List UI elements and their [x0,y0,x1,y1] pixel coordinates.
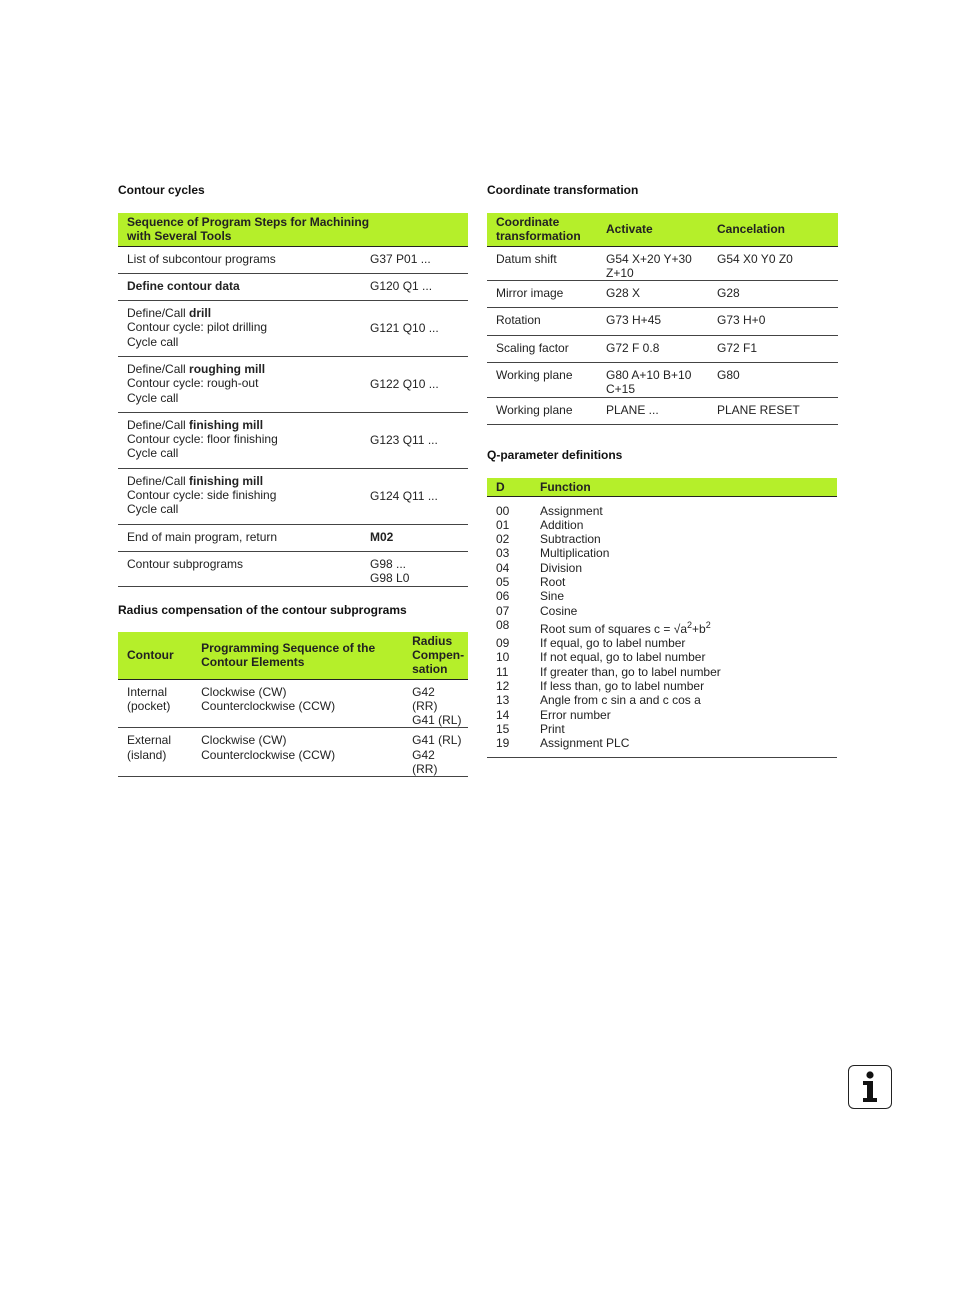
table-row: 12 If less than, go to label number [496,679,705,694]
table-row: Define/Call finishing mill Contour cycle: side finishing Cycle call G124 Q11 ... [118,468,468,524]
table-row: Rotation G73 H+45 G73 H+0 [487,308,838,335]
table-row: 10 If not equal, go to label number [496,650,706,665]
table-row: 09 If equal, go to label number [496,636,686,651]
table-row: Working plane G80 A+10 B+10 C+15 G80 [487,362,838,397]
table-row: Scaling factor G72 F 0.8 G72 F1 [487,335,838,362]
table-row: 07 Cosine [496,603,578,618]
table-row: 06 Sine [496,589,565,604]
table-row: Define/Call drill Contour cycle: pilot drilling Cycle call G121 Q10 ... [118,301,468,357]
table-row: 11 If greater than, go to label number [496,664,721,679]
table-row: 15 Print [496,721,565,736]
q-params-body [487,496,837,757]
table-row: 01 Addition [496,517,584,532]
radius-comp-table: Contour Programming Sequence of the Contour Elements Radius Compen- sation Internal (pocket) Clockwise (CW) Counterclockwise (CCW) G42 (RR) G41 (RL) External (island) Clockwise (CW) Counterclockwise (CCW) G41 (RL) G42 (RR) [118,632,468,777]
table-row: End of main program, return M02 [118,524,468,551]
table-row: Define/Call roughing mill Contour cycle: rough-out Cycle call G122 Q10 ... [118,356,468,412]
table-row: 03 Multiplication [496,546,610,561]
table-row: Mirror image G28 X G28 [487,281,838,308]
contour-cycles-table [118,213,468,587]
coord-trans-table: Coordinate transformation Activate Cancelation Datum shift G54 X+20 Y+30 Z+10 G54 X0 Y0 Z0 Mirror image G28 X G28 Rotation G73 H+45 G73 H+0 Scaling factor G72 F 0.8 G72 F1 Working plane G80 A+10 B+10 C+15 G80 Working plane PLANE ... PLANE RESET [487,213,838,425]
table-row: Internal (pocket) Clockwise (CW) Counterclockwise (CCW) G42 (RR) G41 (RL) [118,679,468,728]
table-row: Define/Call finishing mill Contour cycle: floor finishing Cycle call G123 Q11 ... [118,412,468,468]
table-row: 00 Assignment [496,503,603,518]
q-params-table: D Function 00 Assignment 01 Addition 02 Subtraction 03 Multiplication 04 Division 05 Root 06 Sine 07 Cosine 08 Root sum of squares $c = √a^2+b^2$ 09 If equal, go to label number 10 If not equal, go to label number 11 If greater than, go to label number 12 If less than, go to label number 13 Angle from c sin a and c cos a 14 Error number 15 Print 19 Assignment PLC [487,478,837,758]
info-glyph [849,1066,890,1107]
table-row: 05 Root [496,574,566,589]
table-row: External (island) Clockwise (CW) Counterclockwise (CCW) G41 (RL) G42 (RR) [118,728,468,777]
table-row: Working plane PLANE ... PLANE RESET [487,397,838,424]
q-params-title: Q-parameter definitions [487,448,623,462]
table-row: Contour subprograms G98 ... G98 L0 [118,551,468,586]
table-row: List of subcontour programs G37 P01 ... [118,246,468,273]
coord-trans-title: Coordinate transformation [487,183,639,197]
contour-cycles-title: Contour cycles [118,183,205,197]
radius-comp-title: Radius compensation of the contour subprograms [118,603,407,617]
table-row: 02 Subtraction [496,532,601,547]
table-row: 13 Angle from c sin a and c cos a [496,693,701,708]
info-icon [848,1065,892,1109]
contour-cycles-header: Sequence of Program Steps for Machining with Several Tools [118,213,468,246]
table-row: Define contour data G120 Q1 ... [118,273,468,300]
table-row: 04 Division [496,560,583,575]
table-row: Datum shift G54 X+20 Y+30 Z+10 G54 X0 Y0 Z0 [487,246,838,281]
table-row: 14 Error number [496,707,611,722]
table-row: 08 Root sum of squares $c = √a^2+b^2$ [496,617,711,636]
table-row: 19 Assignment PLC [487,736,837,757]
